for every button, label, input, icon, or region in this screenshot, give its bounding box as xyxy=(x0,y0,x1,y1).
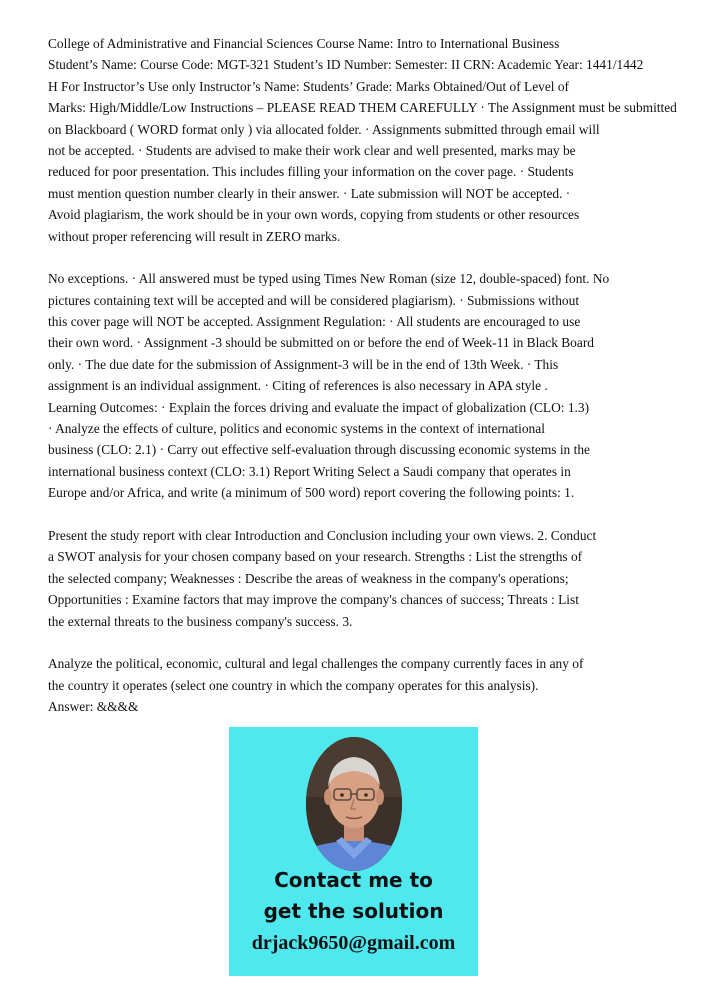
text-line: College of Administrative and Financial Sciences Course Name: Intro to International Business xyxy=(48,36,560,51)
text-line: No exceptions. · All answered must be typed using Times New Roman (size 12, double-spaced) font. No xyxy=(48,271,610,287)
paragraph-gap xyxy=(48,504,708,525)
text-line: Student’s Name: Course Code: MGT-321 Student’s ID Number: Semester: II CRN: Academic Year: 1441/1442 xyxy=(48,57,644,73)
text-line: the external threats to the business company's success. 3. xyxy=(48,613,353,629)
text-line: a SWOT analysis for your chosen company based on your research. Strengths : List the strengths of xyxy=(48,549,583,565)
promo-headline: Contact me to xyxy=(274,868,433,892)
text-line: not be accepted. · Students are advised to make their work clear and well presented, marks may be xyxy=(48,142,576,158)
text-line: Avoid plagiarism, the work should be in your own words, copying from students or other resources xyxy=(48,207,580,223)
text-line: the selected company; Weaknesses : Describe the areas of weakness in the company's operations; xyxy=(48,570,569,586)
text-line: international business context (CLO: 3.1) Report Writing Select a Saudi company that operates in xyxy=(48,463,571,479)
text-line: Opportunities : Examine factors that may improve the company's chances of success; Threats : List xyxy=(48,592,579,608)
text-line: only. · The due date for the submission of Assignment-3 will be in the end of 13th Week. · This xyxy=(48,356,559,372)
text-line: Marks: High/Middle/Low Instructions – PLEASE READ THEM CAREFULLY · The Assignment must be submitted xyxy=(48,100,677,116)
paragraph-gap xyxy=(48,247,708,268)
text-line: · Analyze the effects of culture, politics and economic systems in the context of international xyxy=(48,421,545,437)
paragraph-gap xyxy=(48,632,708,653)
text-line: Europe and/or Africa, and write (a minimum of 500 word) report covering the following points: 1. xyxy=(48,485,575,501)
text-line: without proper referencing will result in ZERO marks. xyxy=(48,228,341,244)
text-line: Analyze the political, economic, cultural and legal challenges the company currently faces in any of xyxy=(48,656,584,672)
contact-promo-image xyxy=(229,727,478,976)
promo-subheadline: get the solution xyxy=(263,899,444,923)
text-line: reduced for poor presentation. This includes filling your information on the cover page. · Students xyxy=(48,164,574,180)
assignment-text xyxy=(48,33,708,718)
text-line: pictures containing text will be accepted and will be considered plagiarism). · Submissions without xyxy=(48,292,580,308)
person-photo-icon xyxy=(306,737,402,871)
text-line: Learning Outcomes: · Explain the forces driving and evaluate the impact of globalization (CLO: 1.3) xyxy=(48,399,590,415)
text-line: the country it operates (select one country in which the company operates for this analysis). xyxy=(48,677,539,693)
text-line: on Blackboard ( WORD format only ) via allocated folder. · Assignments submitted through email will xyxy=(48,121,600,137)
text-line: H For Instructor’s Use only Instructor’s Name: Students’ Grade: Marks Obtained/Out of Level of xyxy=(48,78,570,94)
answer-line: Answer: &&&& xyxy=(48,699,139,715)
promo-email: drjack9650@gmail.com xyxy=(251,932,456,954)
text-line: must mention question number clearly in their answer. · Late submission will NOT be accepted. · xyxy=(48,185,571,201)
text-line: their own word. · Assignment -3 should be submitted on or before the end of Week-11 in Black Board xyxy=(48,335,594,351)
text-line: business (CLO: 2.1) · Carry out effective self-evaluation through discussing economic systems in the xyxy=(48,442,590,458)
text-line: Present the study report with clear Introduction and Conclusion including your own views. 2. Conduct xyxy=(48,527,597,543)
text-line: this cover page will NOT be accepted. Assignment Regulation: · All students are encouraged to use xyxy=(48,314,581,330)
text-line: assignment is an individual assignment. · Citing of references is also necessary in APA style . xyxy=(48,378,548,394)
